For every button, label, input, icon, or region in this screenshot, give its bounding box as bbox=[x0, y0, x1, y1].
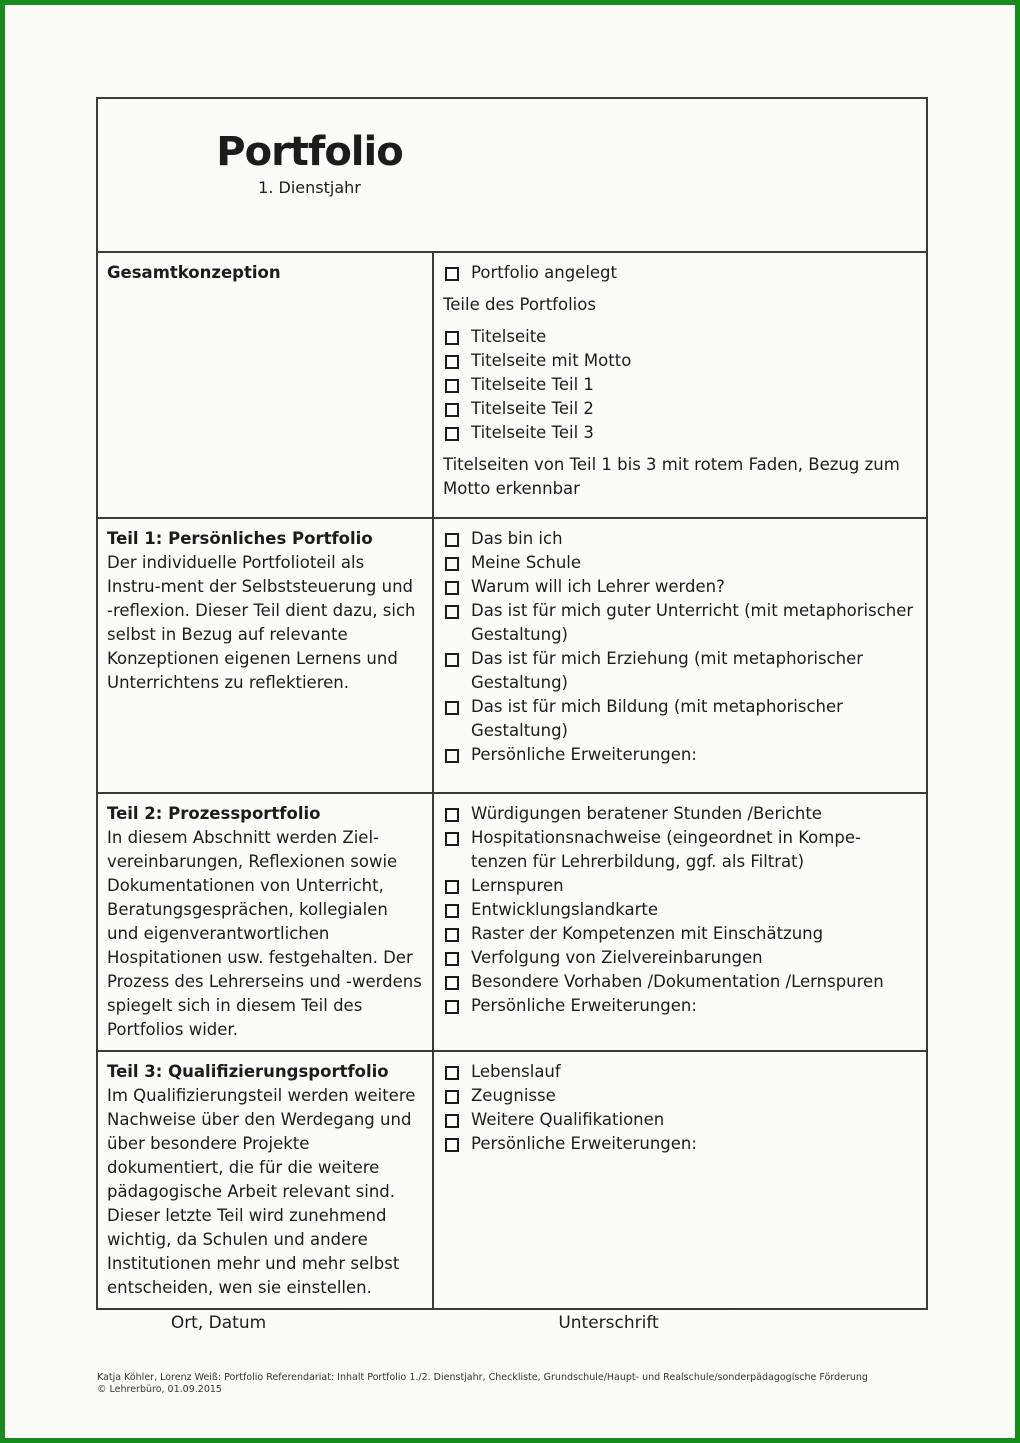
checkbox-icon[interactable] bbox=[445, 749, 459, 763]
check-item[interactable]: Titelseite bbox=[443, 325, 916, 349]
section-heading: Teil 3: Qualifizierungsportfolio bbox=[107, 1062, 389, 1081]
parts-label: Teile des Portfolios bbox=[443, 295, 596, 314]
checkbox-icon[interactable] bbox=[445, 904, 459, 918]
check-item[interactable]: Titelseite Teil 2 bbox=[443, 397, 916, 421]
check-item[interactable]: Zeugnisse bbox=[443, 1084, 916, 1108]
check-item[interactable]: Lernspuren bbox=[443, 874, 916, 898]
title-row bbox=[97, 98, 927, 252]
check-item[interactable]: Portfolio angelegt bbox=[443, 261, 916, 285]
footer-credits: Katja Köhler, Lorenz Weiß: Portfolio Referendariat: Inhalt Portfolio 1./2. Dienstjahr, Checkliste, Grundschule/Haupt- und Realschule/sonderpädagogische Förderung bbox=[97, 1372, 868, 1383]
check-item[interactable]: Hospitationsnachweise (eingeordnet in Kompe-tenzen für Lehrerbildung, ggf. als Filtrat) bbox=[443, 826, 916, 874]
check-item[interactable]: Titelseite Teil 1 bbox=[443, 373, 916, 397]
checkbox-icon[interactable] bbox=[445, 427, 459, 441]
check-item[interactable]: Warum will ich Lehrer werden? bbox=[443, 575, 916, 599]
check-item[interactable]: Persönliche Erweiterungen: bbox=[443, 743, 916, 767]
title-cell bbox=[97, 98, 927, 252]
page-title: Portfolio bbox=[216, 129, 403, 175]
place-date-line[interactable] bbox=[97, 1309, 340, 1310]
checklist bbox=[443, 325, 916, 445]
checkbox-icon[interactable] bbox=[445, 1090, 459, 1104]
checkbox-icon[interactable] bbox=[445, 331, 459, 345]
checkbox-icon[interactable] bbox=[445, 952, 459, 966]
row-gesamtkonzeption bbox=[97, 252, 927, 518]
portfolio-table bbox=[96, 97, 928, 1310]
section-heading: Gesamtkonzeption bbox=[107, 263, 281, 282]
checkbox-icon[interactable] bbox=[445, 701, 459, 715]
check-item[interactable]: Lebenslauf bbox=[443, 1060, 916, 1084]
section-cell bbox=[97, 518, 433, 793]
checklist bbox=[443, 261, 916, 285]
section-cell bbox=[97, 1051, 433, 1309]
check-item[interactable]: Meine Schule bbox=[443, 551, 916, 575]
place-date-label: Ort, Datum bbox=[170, 1313, 267, 1333]
checkbox-icon[interactable] bbox=[445, 557, 459, 571]
signature-line[interactable] bbox=[487, 1309, 730, 1310]
checkbox-icon[interactable] bbox=[445, 267, 459, 281]
check-item[interactable]: Besondere Vorhaben /Dokumentation /Lernspuren bbox=[443, 970, 916, 994]
section-description: Im Qualifizierungsteil werden weitere Nachweise über den Werdegang und über besondere Projekte dokumentiert, die für die weitere pädagogische Arbeit relevant sind. Dieser letzte Teil wird zunehmend wichtig, da Schulen und andere Institutionen mehr und mehr selbst entscheiden, wen sie einstellen. bbox=[107, 1086, 416, 1297]
checkbox-icon[interactable] bbox=[445, 605, 459, 619]
check-item[interactable]: Das ist für mich guter Unterricht (mit metaphorischer Gestaltung) bbox=[443, 599, 916, 647]
checklist bbox=[443, 802, 916, 1018]
checkbox-icon[interactable] bbox=[445, 1066, 459, 1080]
check-item[interactable]: Raster der Kompetenzen mit Einschätzung bbox=[443, 922, 916, 946]
checklist bbox=[443, 1060, 916, 1156]
check-item[interactable]: Titelseite mit Motto bbox=[443, 349, 916, 373]
checkbox-icon[interactable] bbox=[445, 1000, 459, 1014]
section-heading: Teil 2: Prozessportfolio bbox=[107, 804, 321, 823]
checkbox-icon[interactable] bbox=[445, 976, 459, 990]
checklist-cell bbox=[433, 252, 927, 518]
checkbox-icon[interactable] bbox=[445, 880, 459, 894]
section-cell bbox=[97, 252, 433, 518]
row-teil-2 bbox=[97, 793, 927, 1051]
check-item[interactable]: Titelseite Teil 3 bbox=[443, 421, 916, 445]
checklist-cell bbox=[433, 1051, 927, 1309]
checkbox-icon[interactable] bbox=[445, 1114, 459, 1128]
check-item[interactable]: Persönliche Erweiterungen: bbox=[443, 1132, 916, 1156]
check-item[interactable]: Das ist für mich Bildung (mit metaphorischer Gestaltung) bbox=[443, 695, 916, 743]
section-description: In diesem Abschnitt werden Ziel-vereinbarungen, Reflexionen sowie Dokumentationen von Unterricht, Beratungsgesprächen, kollegialen und eigenverantwortlichen Hospitationen usw. festgehalten. Der Prozess des Lehrerseins und -werdens spiegelt sich in diesem Teil des Portfolios wider. bbox=[107, 828, 422, 1039]
checkbox-icon[interactable] bbox=[445, 403, 459, 417]
section-heading: Teil 1: Persönliches Portfolio bbox=[107, 529, 373, 548]
checkbox-icon[interactable] bbox=[445, 808, 459, 822]
check-item[interactable]: Persönliche Erweiterungen: bbox=[443, 994, 916, 1018]
checkbox-icon[interactable] bbox=[445, 832, 459, 846]
check-item[interactable]: Würdigungen beratener Stunden /Berichte bbox=[443, 802, 916, 826]
checklist bbox=[443, 527, 916, 767]
checkbox-icon[interactable] bbox=[445, 581, 459, 595]
row-teil-1 bbox=[97, 518, 927, 793]
checkbox-icon[interactable] bbox=[445, 653, 459, 667]
checklist-cell bbox=[433, 793, 927, 1051]
row-teil-3 bbox=[97, 1051, 927, 1309]
checkbox-icon[interactable] bbox=[445, 1138, 459, 1152]
section-cell bbox=[97, 793, 433, 1051]
checkbox-icon[interactable] bbox=[445, 533, 459, 547]
check-item[interactable]: Das ist für mich Erziehung (mit metaphorischer Gestaltung) bbox=[443, 647, 916, 695]
footer bbox=[97, 1372, 868, 1396]
check-item[interactable]: Weitere Qualifikationen bbox=[443, 1108, 916, 1132]
page-subtitle: 1. Dienstjahr bbox=[258, 178, 361, 197]
checkbox-icon[interactable] bbox=[445, 928, 459, 942]
note-text: Titelseiten von Teil 1 bis 3 mit rotem Faden, Bezug zum Motto erkennbar bbox=[443, 455, 900, 498]
checklist-cell bbox=[433, 518, 927, 793]
footer-copyright: © Lehrerbüro, 01.09.2015 bbox=[97, 1384, 222, 1395]
signature-label: Unterschrift bbox=[558, 1313, 659, 1333]
check-item[interactable]: Entwicklungslandkarte bbox=[443, 898, 916, 922]
checkbox-icon[interactable] bbox=[445, 355, 459, 369]
section-description: Der individuelle Portfolioteil als Instru-ment der Selbststeuerung und -reflexion. Dieser Teil dient dazu, sich selbst in Bezug auf relevante Konzeptionen eigenen Lernens und Unterrichtens zu reflektieren. bbox=[107, 553, 416, 692]
checkbox-icon[interactable] bbox=[445, 379, 459, 393]
check-item[interactable]: Das bin ich bbox=[443, 527, 916, 551]
check-item[interactable]: Verfolgung von Zielvereinbarungen bbox=[443, 946, 916, 970]
